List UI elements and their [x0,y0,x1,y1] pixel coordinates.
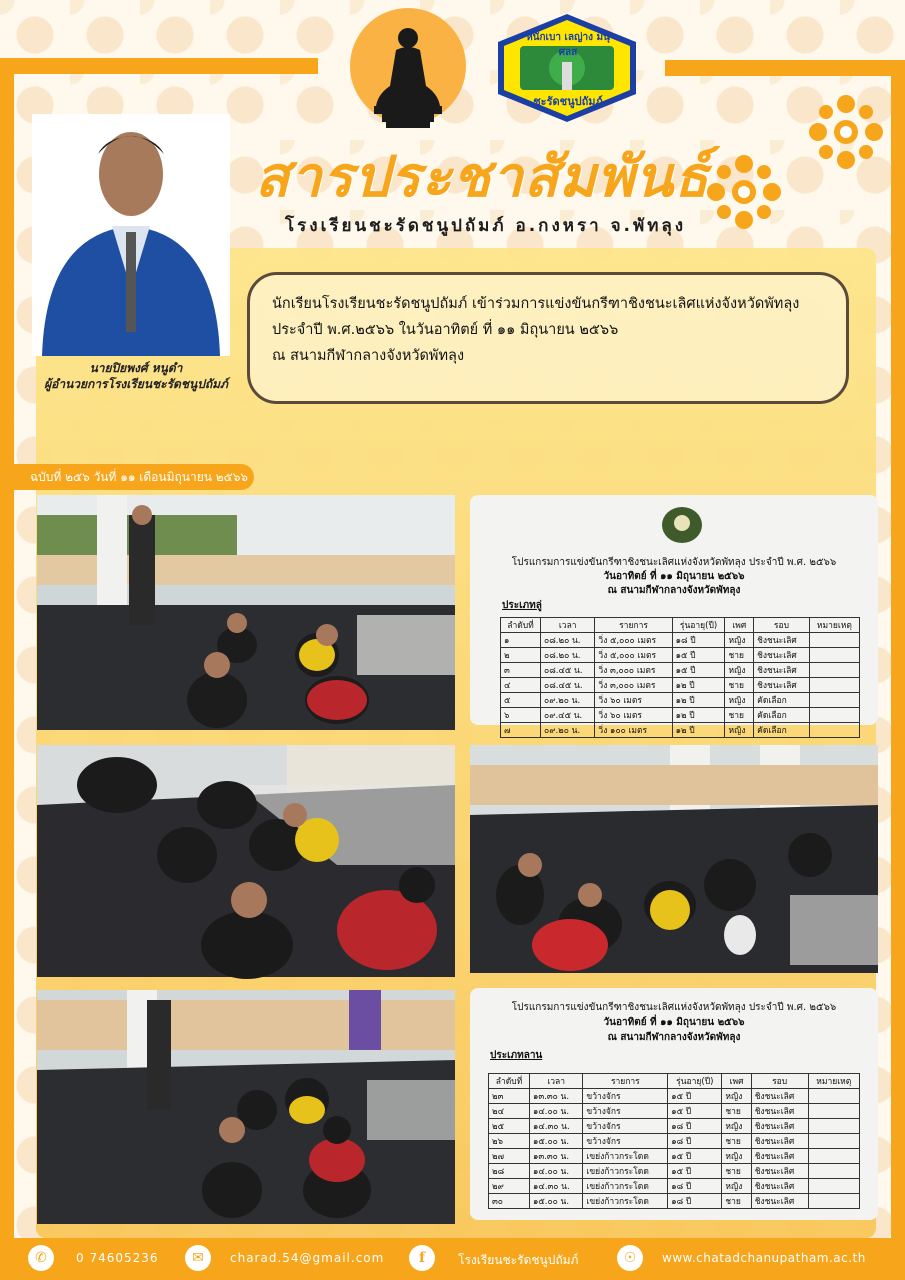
table-cell: วิ่ง ๕,๐๐๐ เมตร [595,648,672,663]
table-row [501,633,860,648]
table-cell: ๒๙ [489,1179,530,1194]
event-photo-3 [470,745,878,973]
table-cell: ๑๕ ปี [668,1104,722,1119]
table-cell: ๑๘ ปี [668,1119,722,1134]
table-row [489,1179,860,1194]
director-name: นายปิยพงศ์ หนูดำ [89,361,183,375]
table-cell: ชิงชนะเลิศ [751,1119,808,1134]
table-row [489,1104,860,1119]
table-cell: คัดเลือก [754,723,810,738]
table-cell: ๒ [501,648,541,663]
table-cell: ชิงชนะเลิศ [751,1104,808,1119]
phone-icon: ✆ [28,1245,54,1271]
event-photo-1 [37,495,455,730]
table-header-cell: รุ่นอายุ(ปี) [668,1074,722,1089]
table-header-cell: ลำดับที่ [489,1074,530,1089]
table-cell [808,1194,859,1209]
doc1-category: ประเภทลู่ [502,600,542,611]
table-cell: ชิงชนะเลิศ [751,1149,808,1164]
table-cell: ๐๙.๒๐ น. [541,723,595,738]
director-position: ผู้อำนวยการโรงเรียนชะรัดชนูปถัมภ์ [44,377,228,391]
table-cell: หญิง [725,723,754,738]
table-cell: วิ่ง ๓,๐๐๐ เมตร [595,678,672,693]
table-cell: ชาย [725,678,754,693]
table-cell: ชิงชนะเลิศ [754,633,810,648]
table-header-cell: เพศ [725,618,754,633]
table-cell: ขว้างจักร [583,1104,668,1119]
table-header-cell: หมายเหตุ [808,1074,859,1089]
globe-icon: ☉ [617,1245,643,1271]
table-cell: ๑ [501,633,541,648]
table-cell: ๑๓.๓๐ น. [529,1149,582,1164]
table-cell: เขย่งก้าวกระโดด [583,1194,668,1209]
table-cell [808,1134,859,1149]
footer-phone: 0 74605236 [76,1251,159,1265]
table-cell: ชาย [722,1164,751,1179]
table-cell: ๓๐ [489,1194,530,1209]
table-cell [809,708,859,723]
table-row [489,1194,860,1209]
table-cell: วิ่ง ๖๐ เมตร [595,708,672,723]
table-cell: ๐๘.๒๐ น. [541,648,595,663]
table-cell: วิ่ง ๑๐๐ เมตร [595,723,672,738]
table-cell [809,693,859,708]
table-header-cell: รุ่นอายุ(ปี) [672,618,725,633]
side-bar-right [891,60,905,1240]
table-cell: ชิงชนะเลิศ [754,648,810,663]
table-row [501,678,860,693]
table-cell: ชิงชนะเลิศ [751,1134,808,1149]
table-cell [809,723,859,738]
table-cell: ๑๕ ปี [672,648,725,663]
table-cell: ๑๓.๓๐ น. [529,1089,582,1104]
monk-statue-icon [368,24,448,128]
table-cell: ๑๔.๓๐ น. [529,1119,582,1134]
table-row [501,708,860,723]
table-cell [808,1104,859,1119]
table-header-cell: รอบ [751,1074,808,1089]
table-cell [808,1149,859,1164]
table-cell: ชาย [725,708,754,723]
footer-facebook[interactable]: โรงเรียนชะรัดชนูปถัมภ์ [458,1253,579,1267]
table-cell: ๐๙.๔๕ น. [541,708,595,723]
table-cell: ขว้างจักร [583,1119,668,1134]
table-row [501,648,860,663]
table-cell: ๑๒ ปี [672,723,725,738]
schedule-document-1 [470,495,878,736]
top-bar-right [665,60,905,76]
doc2-date: วันอาทิตย์ ที่ ๑๑ มิถุนายน ๒๕๖๖ [603,1017,745,1028]
table-cell: ๑๔.๐๐ น. [529,1104,582,1119]
table-cell: ๒๖ [489,1134,530,1149]
director-caption [30,360,242,392]
table-cell: วิ่ง ๓,๐๐๐ เมตร [595,663,672,678]
table-header-cell: รายการ [583,1074,668,1089]
table-row [489,1119,860,1134]
table-cell [809,663,859,678]
table-cell: ๒๔ [489,1104,530,1119]
table-cell: ๔ [501,678,541,693]
table-header-cell: เวลา [541,618,595,633]
doc1-date: วันอาทิตย์ ที่ ๑๑ มิถุนายน ๒๕๖๖ [603,571,745,582]
table-cell: หญิง [725,663,754,678]
table-cell: ๑๔.๓๐ น. [529,1179,582,1194]
table-cell: เขย่งก้าวกระโดด [583,1164,668,1179]
table-row [501,693,860,708]
logo-text-bottom: ชะรัดชนูปถัมภ์ [533,95,603,108]
table-cell: ๑๒ ปี [672,693,725,708]
table-cell: เขย่งก้าวกระโดด [583,1179,668,1194]
table-cell: คัดเลือก [754,693,810,708]
footer-website[interactable]: www.chatadchanupatham.ac.th [662,1251,866,1265]
table-cell: คัดเลือก [754,708,810,723]
flower-ornament-icon [806,92,886,172]
table-header-cell: รายการ [595,618,672,633]
table-cell: ชิงชนะเลิศ [754,678,810,693]
table-cell: ๑๕.๐๐ น. [529,1194,582,1209]
page-title: สารประชาสัมพันธ์ [255,144,710,210]
table-header-cell: เพศ [722,1074,751,1089]
issue-tag: ฉบับที่ ๒๕๖ วันที่ ๑๑ เดือนมิถุนายน ๒๕๖๖ [0,464,254,490]
doc1-place: ณ สนามกีฬากลางจังหวัดพัทลุง [607,585,741,596]
table-cell: ๗ [501,723,541,738]
mail-icon: ✉ [185,1245,211,1271]
facebook-icon: f [409,1245,435,1271]
doc2-category: ประเภทลาน [490,1050,543,1061]
table-cell: ๖ [501,708,541,723]
doc2-place: ณ สนามกีฬากลางจังหวัดพัทลุง [607,1032,741,1043]
table-cell: วิ่ง ๖๐ เมตร [595,693,672,708]
table-cell: หญิง [722,1119,751,1134]
table-cell: หญิง [722,1179,751,1194]
table-cell: ๑๘ ปี [672,633,725,648]
table-cell: ขว้างจักร [583,1089,668,1104]
table-cell: ๓ [501,663,541,678]
table-cell: ๐๙.๒๐ น. [541,693,595,708]
table-cell [808,1164,859,1179]
table-row [501,663,860,678]
table-cell: ๑๘ ปี [668,1134,722,1149]
table-cell: ชิงชนะเลิศ [751,1164,808,1179]
table-cell: ๒๘ [489,1164,530,1179]
table-cell: ขว้างจักร [583,1134,668,1149]
headline-line-1: นักเรียนโรงเรียนชะรัดชนูปถัมภ์ เข้าร่วมการแข่งขันกรีฑาชิงชนะเลิศแห่งจังหวัดพัทลุง [272,296,800,312]
table-cell: เขย่งก้าวกระโดด [583,1149,668,1164]
table-cell: ชิงชนะเลิศ [751,1179,808,1194]
side-bar-left [0,58,14,1238]
table-cell: ๐๘.๔๕ น. [541,663,595,678]
table-cell: ๑๕ ปี [672,663,725,678]
table-cell: ๐๘.๒๐ น. [541,633,595,648]
headline-box [247,272,849,404]
doc1-title: โปรแกรมการแข่งขันกรีฑาชิงชนะเลิศแห่งจังหวัดพัทลุง ประจำปี พ.ศ. ๒๕๖๖ [511,557,837,568]
table-cell: ๐๘.๔๕ น. [541,678,595,693]
table-row [489,1134,860,1149]
top-bar-left [0,58,318,74]
table-cell: ชาย [722,1134,751,1149]
event-photo-2 [37,745,455,977]
table-cell: ชิงชนะเลิศ [754,663,810,678]
table-cell: ๒๗ [489,1149,530,1164]
table-row [489,1089,860,1104]
table-header-cell: รอบ [754,618,810,633]
doc2-title: โปรแกรมการแข่งขันกรีฑาชิงชนะเลิศแห่งจังหวัดพัทลุง ประจำปี พ.ศ. ๒๕๖๖ [511,1002,837,1013]
table-cell: ๑๘ ปี [668,1179,722,1194]
table-cell: ชาย [722,1194,751,1209]
table-cell: ชิงชนะเลิศ [751,1194,808,1209]
school-subtitle: โรงเรียนชะรัดชนูปถัมภ์ อ.กงหรา จ.พัทลุง [285,216,687,236]
table-cell: ชาย [722,1104,751,1119]
table-row [501,723,860,738]
table-header-cell: หมายเหตุ [809,618,859,633]
doc2-table [488,1073,860,1209]
table-cell: หญิง [725,633,754,648]
table-header-cell: ลำดับที่ [501,618,541,633]
table-cell [808,1119,859,1134]
table-row [489,1149,860,1164]
table-header-cell: เวลา [529,1074,582,1089]
table-cell: ๑๕.๐๐ น. [529,1134,582,1149]
table-cell: ๑๒ ปี [672,678,725,693]
event-photo-4 [37,990,455,1224]
table-cell: วิ่ง ๕,๐๐๐ เมตร [595,633,672,648]
table-cell: ๒๓ [489,1089,530,1104]
table-cell [809,648,859,663]
flower-ornament-icon [704,152,784,232]
table-cell: ๑๔.๐๐ น. [529,1164,582,1179]
table-cell: ๑๕ ปี [668,1164,722,1179]
table-cell: ๑๘ ปี [668,1194,722,1209]
table-row [489,1164,860,1179]
footer-email[interactable]: charad.54@gmail.com [230,1251,385,1265]
table-cell: หญิง [722,1089,751,1104]
logo-text-top: หนักเบา เลญ่าง มนุศลส [526,32,610,58]
headline-line-3: ณ สนามกีฬากลางจังหวัดพัทลุง [272,348,465,364]
table-cell: ๑๕ ปี [668,1149,722,1164]
table-cell [809,633,859,648]
table-cell [808,1179,859,1194]
headline-line-2: ประจำปี พ.ศ.๒๕๖๖ ในวันอาทิตย์ ที่ ๑๑ มิถุนายน ๒๕๖๖ [272,322,619,338]
table-cell: ๑๒ ปี [672,708,725,723]
director-photo [32,114,230,356]
table-cell [809,678,859,693]
doc1-table [500,617,860,738]
schedule-document-2 [470,988,878,1220]
table-cell: หญิง [725,693,754,708]
table-cell: ๑๕ ปี [668,1089,722,1104]
table-cell: ๕ [501,693,541,708]
table-cell: หญิง [722,1149,751,1164]
table-cell: ๒๕ [489,1119,530,1134]
table-cell: ชาย [725,648,754,663]
table-cell: ชิงชนะเลิศ [751,1089,808,1104]
table-cell [808,1089,859,1104]
